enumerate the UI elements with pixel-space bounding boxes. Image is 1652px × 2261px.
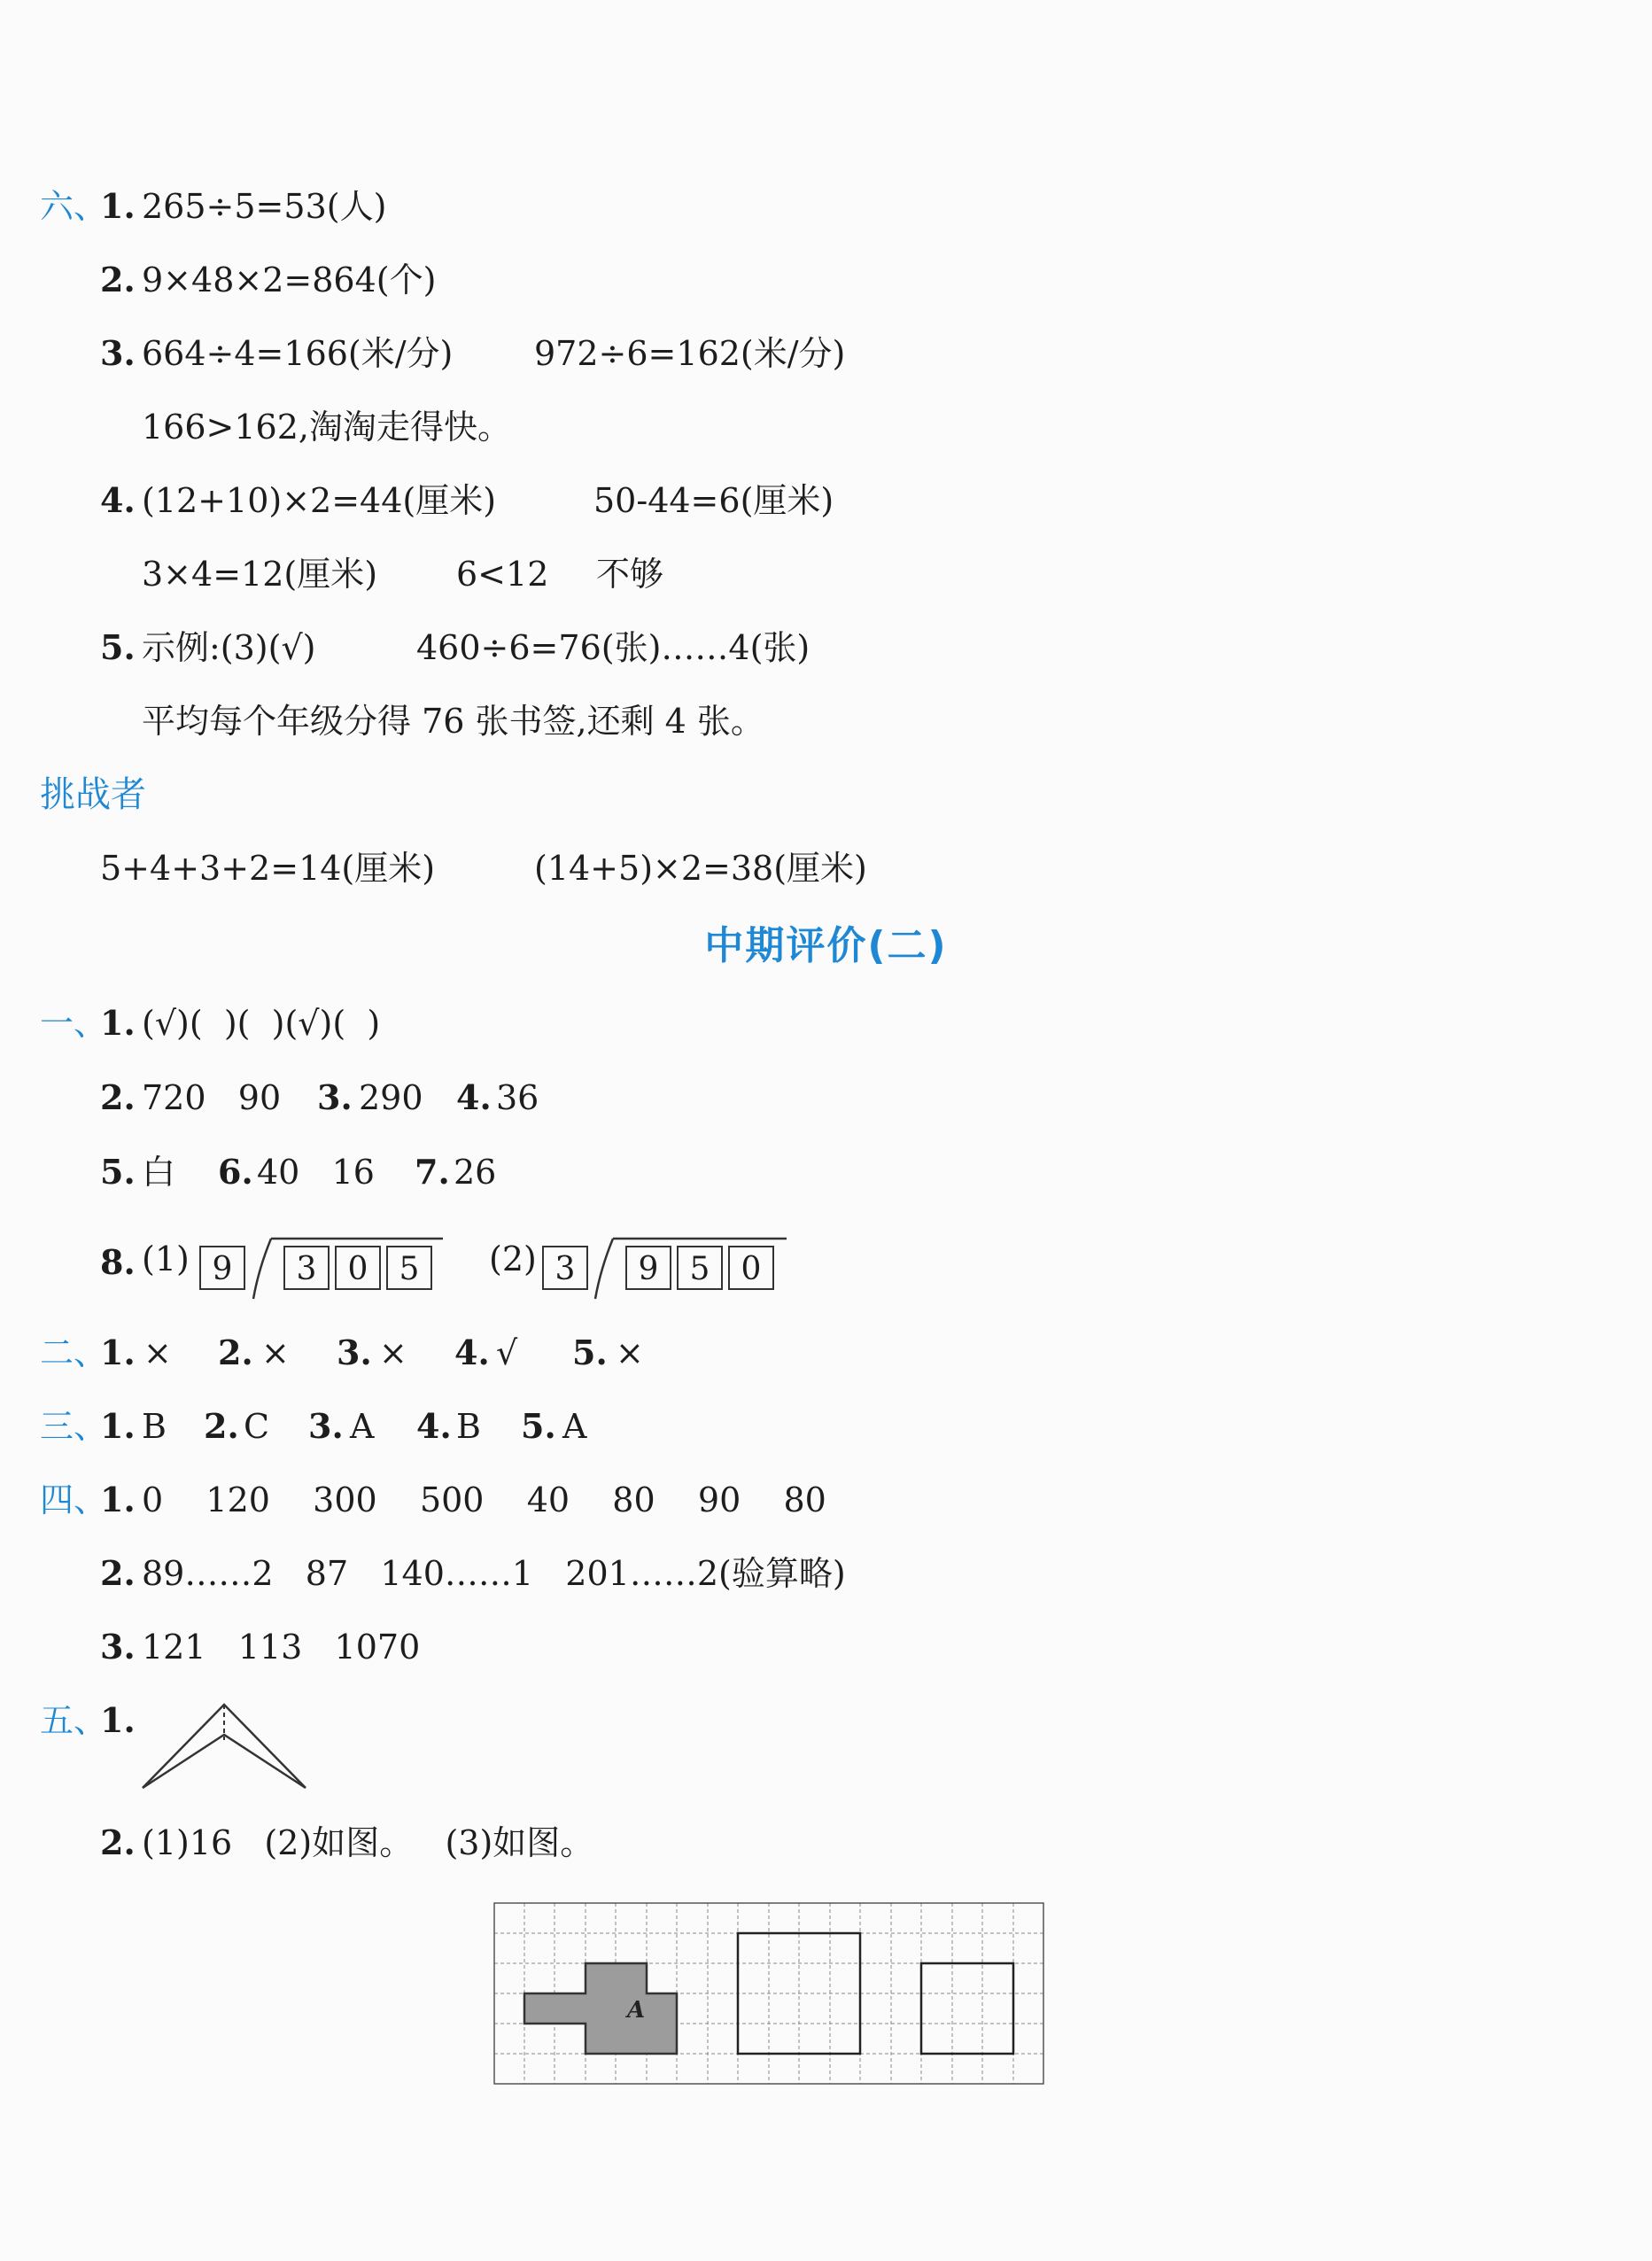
item-number: 2. (100, 1822, 136, 1862)
answer-text: 89……2 87 140……1 201……2(验算略) (142, 1554, 846, 1593)
answer-mark: × (616, 1333, 644, 1372)
item-number: 1. (100, 1480, 136, 1519)
p1-line-8 (0, 1240, 1652, 1294)
item-number: 1. (100, 1700, 136, 1740)
answer-text: 平均每个年级分得 76 张书签,还剩 4 张。 (142, 702, 764, 741)
answer-mark: × (143, 1333, 172, 1372)
answer-choice: C (244, 1407, 270, 1446)
item-number: 5. (100, 627, 136, 667)
answer-text-2: 50-44=6(厘米) (593, 481, 834, 520)
item-number: 2. (100, 1553, 136, 1593)
digit-box: 0 (335, 1246, 381, 1290)
section-label: 二、 (40, 1333, 108, 1372)
challenge-heading: 挑战者 (40, 774, 146, 815)
item-number: 5. (572, 1333, 608, 1372)
symmetric-figure (137, 1699, 314, 1795)
answer-text: 9×48×2=864(个) (142, 260, 437, 299)
answer-text: 265÷5=53(人) (142, 187, 387, 226)
answer-text: (2) (489, 1239, 537, 1278)
answer-text: 26 (454, 1153, 497, 1192)
item-number: 4. (416, 1406, 452, 1446)
answer-choice: A (562, 1407, 587, 1446)
answer-choice: B (456, 1407, 481, 1446)
answer-text: 40 16 (257, 1153, 375, 1192)
answer-choice: A (350, 1407, 375, 1446)
answer-text: (√)( )( )(√)( ) (142, 1004, 381, 1043)
digit-box: 5 (386, 1246, 432, 1290)
answer-text: (1)16 (2)如图。 (3)如图。 (142, 1823, 594, 1862)
answer-text: 0 120 300 500 40 80 90 80 (142, 1480, 826, 1519)
section-label: 五、 (40, 1701, 108, 1740)
shape-a (524, 1963, 677, 2054)
item-number: 8. (100, 1242, 136, 1282)
section-label: 四、 (40, 1480, 108, 1519)
item-number: 5. (521, 1406, 556, 1446)
item-number: 3. (308, 1406, 344, 1446)
section-label: 三、 (40, 1407, 108, 1446)
answer-text: 白 (142, 1153, 176, 1192)
section-label: 六、 (40, 187, 108, 226)
answer-text: 5+4+3+2=14(厘米) (100, 849, 436, 888)
item-number: 1. (100, 1333, 136, 1372)
answer-text: 示例:(3)(√) (142, 628, 316, 667)
item-number: 6. (218, 1152, 253, 1192)
digit-box: 0 (728, 1246, 774, 1290)
answer-text: 121 113 1070 (142, 1628, 421, 1667)
answer-text-2: 972÷6=162(米/分) (534, 334, 846, 373)
section-label: 一、 (40, 1004, 108, 1043)
digit-box: 5 (677, 1246, 723, 1290)
divisor-box: 9 (199, 1246, 245, 1290)
item-number: 2. (100, 260, 136, 299)
item-number: 4. (100, 480, 136, 520)
page-title: 中期评价(二) (704, 923, 948, 968)
answer-text-2: (14+5)×2=38(厘米) (534, 849, 867, 888)
answer-text: 166>162,淘淘走得快。 (142, 408, 511, 447)
grid-figure (492, 1900, 1047, 2086)
item-number: 4. (454, 1333, 490, 1372)
answer-text-3: 不够 (596, 555, 664, 594)
item-number: 1. (100, 186, 136, 226)
item-number: 3. (317, 1077, 353, 1117)
answer-choice: B (142, 1407, 167, 1446)
item-number: 1. (100, 1003, 136, 1043)
answer-mark: × (379, 1333, 407, 1372)
item-number: 7. (415, 1152, 450, 1192)
digit-box: 3 (283, 1246, 330, 1290)
answer-text-2: 460÷6=76(张)……4(张) (416, 628, 810, 667)
answer-text: 290 (359, 1078, 423, 1117)
answer-mark: × (261, 1333, 290, 1372)
answer-text: 664÷4=166(米/分) (142, 334, 454, 373)
answer-text-2: 6<12 (456, 555, 549, 594)
item-number: 1. (100, 1406, 136, 1446)
item-number: 3. (337, 1333, 372, 1372)
answer-mark: √ (496, 1333, 518, 1372)
divisor-box: 3 (542, 1246, 588, 1290)
answer-text: (12+10)×2=44(厘米) (142, 481, 497, 520)
answer-text: (1) (142, 1239, 190, 1278)
item-number: 3. (100, 333, 136, 373)
item-number: 2. (218, 1333, 253, 1372)
item-number: 3. (100, 1627, 136, 1667)
item-number: 4. (456, 1077, 492, 1117)
item-number: 5. (100, 1152, 136, 1192)
answer-text: 3×4=12(厘米) (142, 555, 378, 594)
digit-box: 9 (625, 1246, 671, 1290)
square-small (921, 1963, 1013, 2054)
item-number: 2. (100, 1077, 136, 1117)
answer-text: 720 90 (142, 1078, 282, 1117)
answer-text: 36 (496, 1078, 539, 1117)
item-number: 2. (204, 1406, 239, 1446)
shape-a-label: A (627, 1997, 646, 2024)
